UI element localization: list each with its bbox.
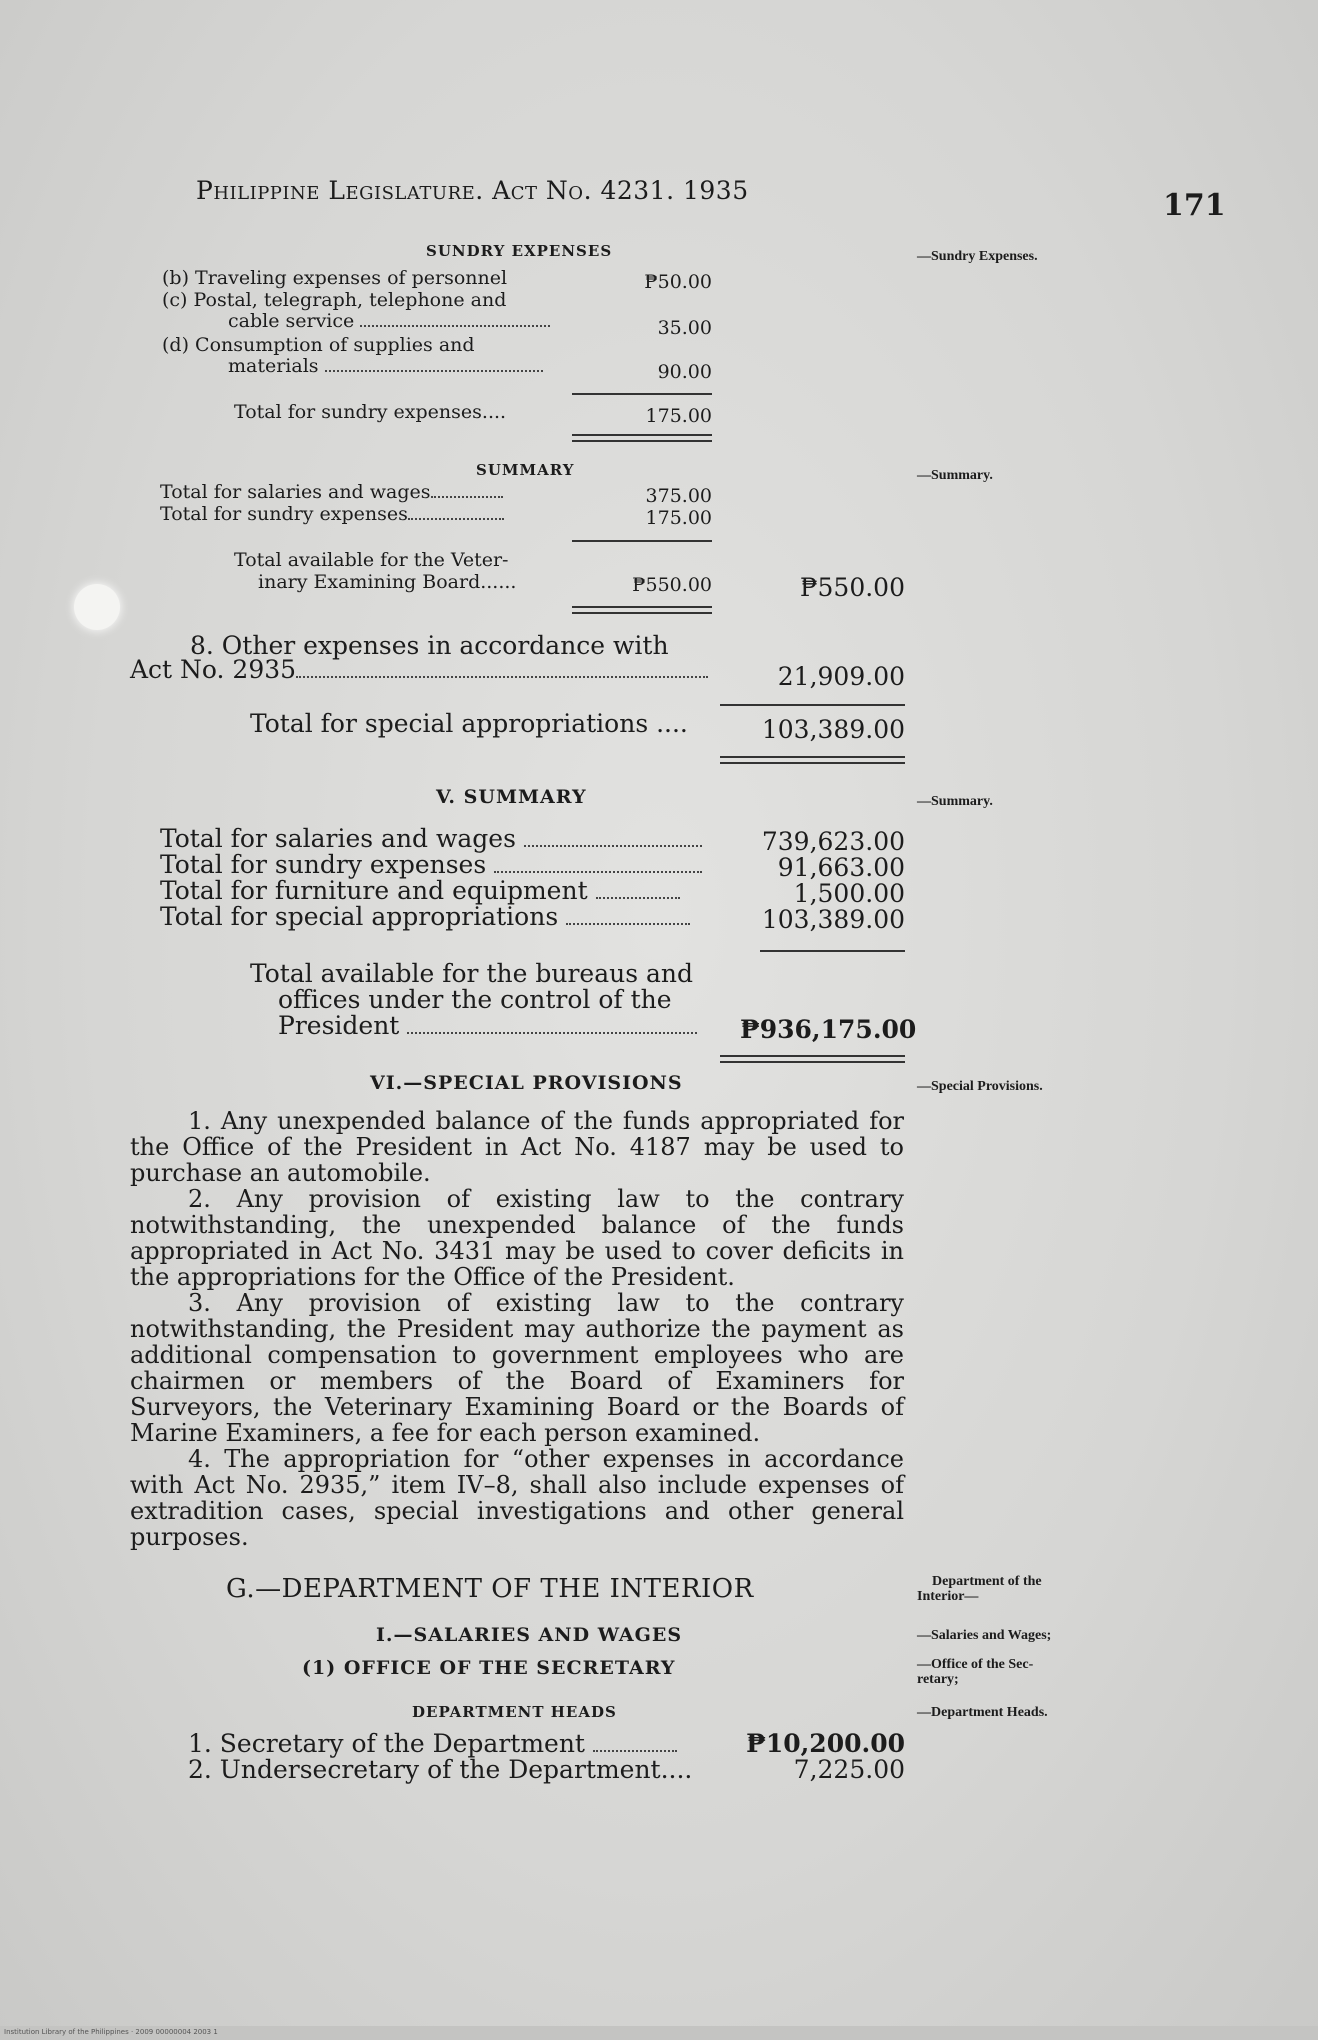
summary-salaries-amount: 375.00 — [645, 485, 712, 507]
special-appropriations-total-amount: 103,389.00 — [761, 715, 905, 744]
v-summary-row: Total for salaries and wages — [160, 825, 702, 852]
margin-note-summary: —Summary. — [917, 468, 993, 483]
sundry-item-d-amount: 90.00 — [657, 361, 712, 383]
summary-salaries-label: Total for salaries and wages — [160, 482, 503, 503]
scan-footer-strip — [0, 2026, 1318, 2040]
summary-heading: SUMMARY — [476, 461, 575, 479]
double-rule — [720, 1055, 905, 1063]
special-provisions-heading: VI.—SPECIAL PROVISIONS — [370, 1072, 683, 1094]
margin-note-interior-line1: Department of the — [932, 1574, 1042, 1589]
interior-row-undersecretary-amount: 7,225.00 — [793, 1755, 905, 1784]
interior-row-secretary-amount: ₱10,200.00 — [746, 1729, 905, 1758]
margin-note-heads: —Department Heads. — [917, 1705, 1048, 1720]
salaries-heading: I.—SALARIES AND WAGES — [376, 1624, 683, 1646]
bureaus-total-line2: offices under the control of the — [278, 985, 672, 1014]
running-header: Philippine Legislature. Act No. 4231. 1935 — [196, 176, 749, 205]
bureaus-total-amount: ₱936,175.00 — [740, 1015, 917, 1044]
sundry-item-c-amount: 35.00 — [657, 317, 712, 339]
rule — [572, 393, 712, 395]
rule — [572, 540, 712, 542]
sundry-item-b: (b) Traveling expenses of personnel — [162, 267, 508, 289]
interior-heading: G.—DEPARTMENT OF THE INTERIOR — [226, 1574, 754, 1604]
margin-note-office-line2: retary; — [917, 1672, 959, 1687]
margin-note-sundry: —Sundry Expenses. — [917, 249, 1038, 264]
margin-note-interior-line2: Interior— — [917, 1589, 979, 1604]
margin-note-summary-v: —Summary. — [917, 794, 993, 809]
sundry-item-d-line2: materials — [228, 356, 543, 377]
special-provisions-body — [130, 1108, 904, 1550]
v-summary-heading: V. SUMMARY — [436, 786, 587, 808]
sundry-heading: SUNDRY EXPENSES — [426, 242, 613, 260]
vet-board-total-line1: Total available for the Veter- — [234, 549, 509, 571]
margin-note-salaries: —Salaries and Wages; — [917, 1628, 1052, 1643]
vet-board-total-amount: ₱550.00 — [632, 574, 712, 596]
scan-blot — [74, 584, 120, 630]
v-summary-row: Total for furniture and equipment — [160, 877, 680, 904]
v-summary-row-amount: 91,663.00 — [777, 853, 905, 882]
summary-sundry-label: Total for sundry expenses — [160, 504, 504, 525]
double-rule — [572, 606, 712, 614]
double-rule — [720, 756, 905, 764]
other-expenses-line2: Act No. 2935 — [130, 656, 708, 683]
vet-board-total-outer-amount: ₱550.00 — [799, 573, 905, 602]
sundry-item-c-line1: (c) Postal, telegraph, telephone and — [162, 289, 507, 311]
sundry-total-amount: 175.00 — [645, 405, 712, 427]
department-heads-heading: DEPARTMENT HEADS — [412, 1703, 617, 1721]
rule — [760, 950, 905, 952]
sundry-total-label: Total for sundry expenses.... — [234, 401, 507, 423]
sundry-item-d-line1: (d) Consumption of supplies and — [162, 334, 475, 356]
v-summary-row: Total for special appropriations — [160, 903, 690, 930]
bureaus-total-line1: Total available for the bureaus and — [250, 959, 693, 988]
interior-row-secretary: 1. Secretary of the Department — [188, 1730, 677, 1757]
other-expenses-amount: 21,909.00 — [777, 662, 905, 691]
v-summary-row-amount: 103,389.00 — [761, 905, 905, 934]
scan-credit: Institution Library of the Philippines · 2009 00000004 2003 1 — [4, 2028, 218, 2036]
sundry-item-b-amount: ₱50.00 — [644, 271, 712, 293]
provision-4: 4. The appropriation for “other expenses in accordance with Act No. 2935,” item IV–8, shall also include expenses of extradition cases, special investigations and other general purposes. — [130, 1445, 904, 1551]
provision-2: 2. Any provision of existing law to the contrary notwithstanding, the unexpended balance of the funds appropriated in Act No. 3431 may be used to cover deficits in the appropriations for the Office of the President. — [130, 1185, 904, 1291]
bureaus-total-line3: President — [278, 1012, 697, 1039]
page-number: 171 — [1163, 188, 1226, 223]
double-rule — [572, 434, 712, 442]
margin-note-office-line1: —Office of the Sec- — [917, 1657, 1034, 1672]
vet-board-total-line2: inary Examining Board...... — [258, 571, 517, 593]
office-secretary-heading: (1) OFFICE OF THE SECRETARY — [302, 1657, 676, 1679]
summary-sundry-amount: 175.00 — [645, 507, 712, 529]
interior-row-undersecretary: 2. Undersecretary of the Department.... — [188, 1755, 693, 1784]
v-summary-row: Total for sundry expenses — [160, 851, 702, 878]
margin-note-special: —Special Provisions. — [917, 1079, 1043, 1094]
special-appropriations-total-label: Total for special appropriations .... — [250, 709, 688, 738]
provision-3: 3. Any provision of existing law to the contrary notwithstanding, the President may authorize the payment as additional compensation to government employees who are chairmen or members of the Board of Examiners for Surveyors, the Veterinary Examining Board or the Boards of Marine Examiners, a fee for each person examined. — [130, 1289, 904, 1447]
provision-1: 1. Any unexpended balance of the funds appropriated for the Office of the President in Act No. 4187 may be used to purchase an automobile. — [130, 1107, 904, 1187]
other-expenses-line1: 8. Other expenses in accordance with — [190, 631, 669, 660]
sundry-item-c-line2: cable service — [228, 311, 550, 332]
v-summary-row-amount: 1,500.00 — [793, 879, 905, 908]
rule — [720, 704, 905, 706]
v-summary-row-amount: 739,623.00 — [761, 827, 905, 856]
